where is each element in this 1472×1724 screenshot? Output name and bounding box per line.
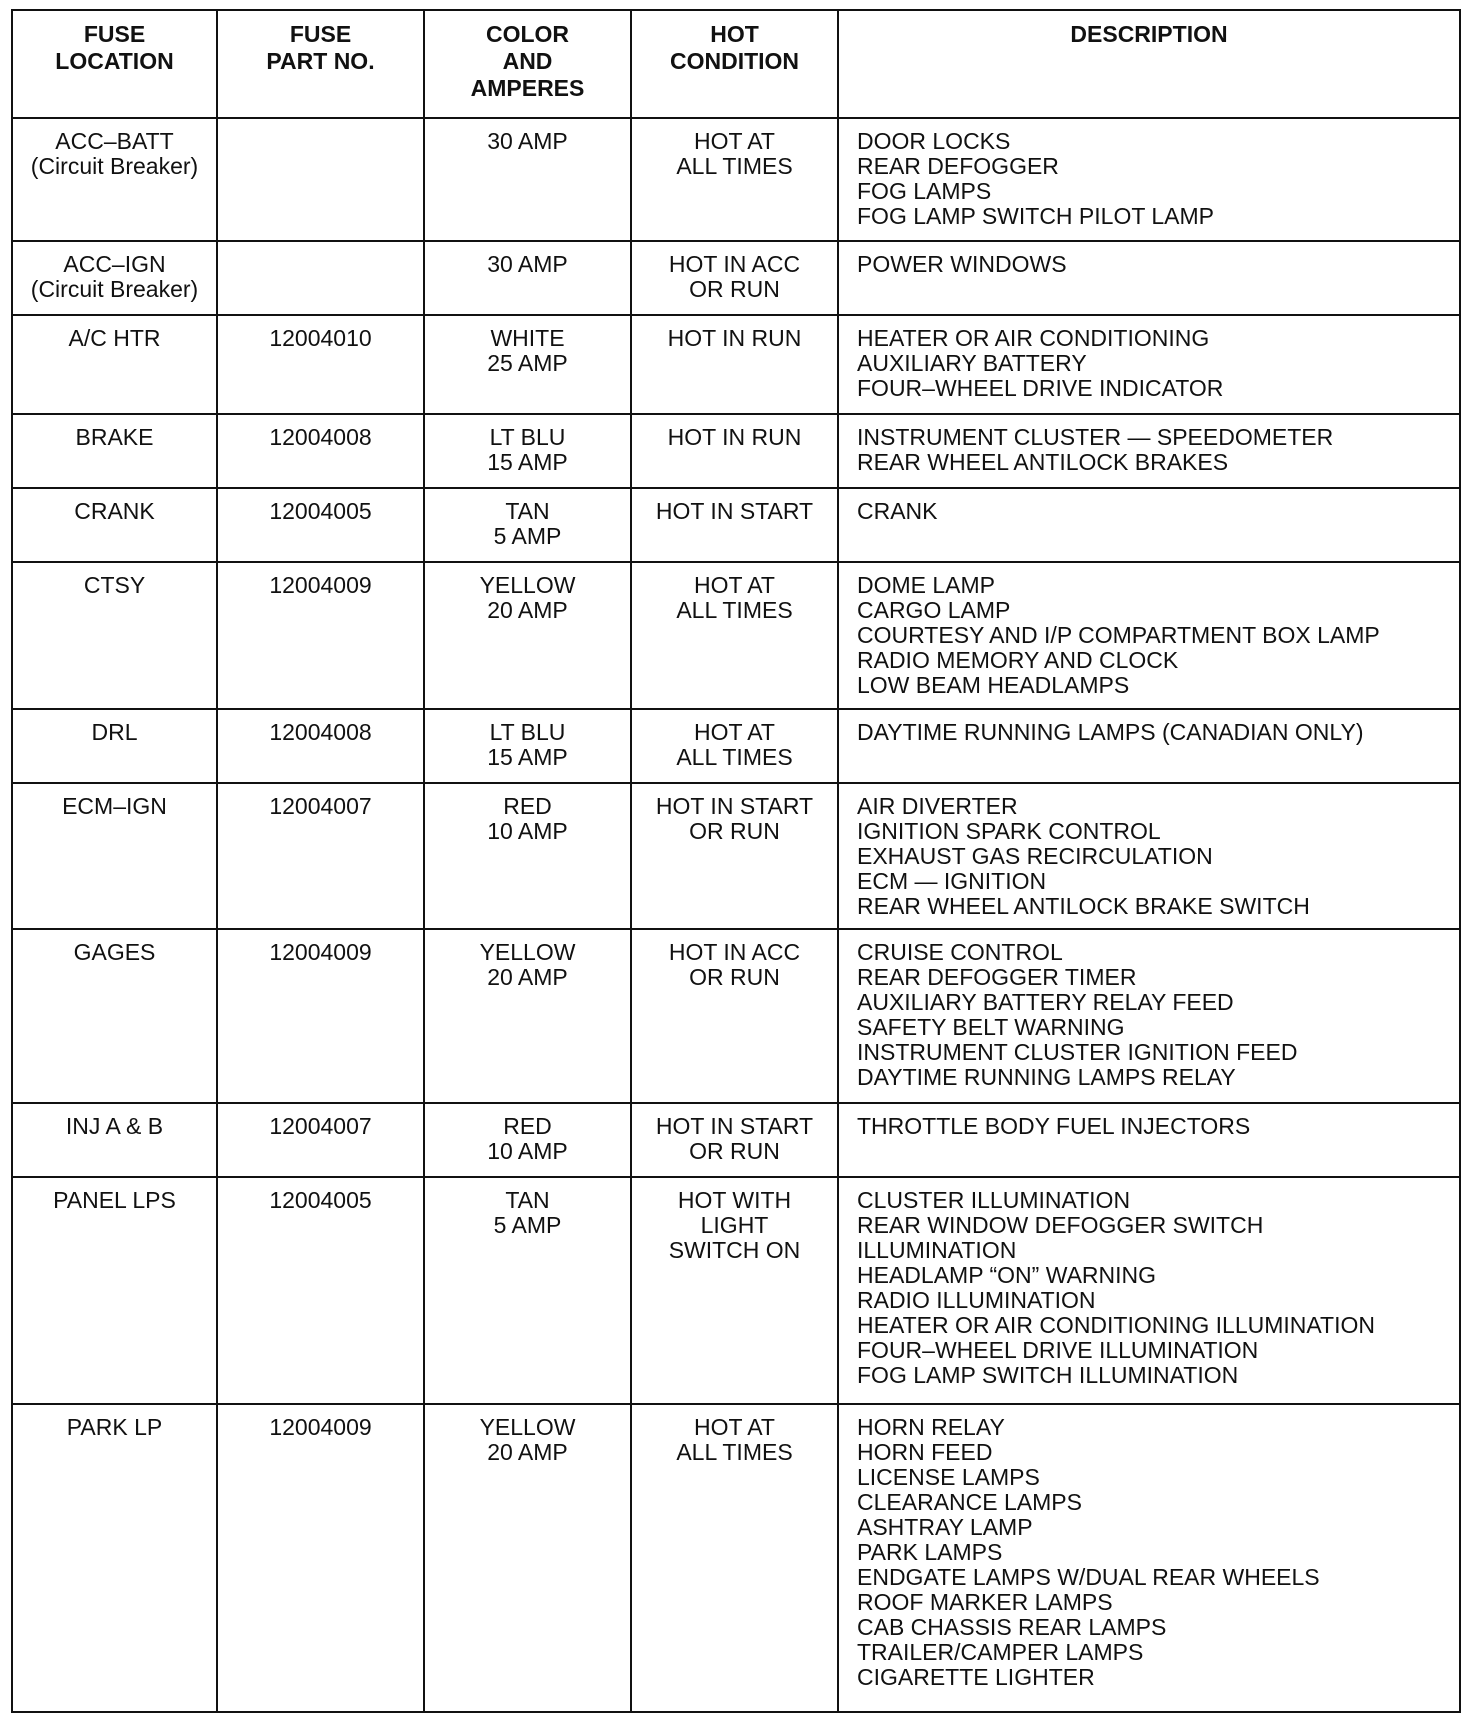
cell-text-line: 30 AMP	[487, 251, 568, 278]
cell-text-line: PANEL LPS	[53, 1186, 176, 1213]
cell-text-line: HOT IN RUN	[667, 325, 802, 352]
cell-text-line: REAR DEFOGGER TIMER	[857, 964, 1137, 991]
cell-text-line: TRAILER/CAMPER LAMPS	[857, 1639, 1144, 1666]
cell-text-line: 30 AMP	[487, 128, 568, 154]
hot-condition-cell	[631, 118, 838, 241]
hot-condition-cell	[631, 929, 838, 1103]
table-row	[12, 1103, 1460, 1177]
cell-text-line: REAR WHEEL ANTILOCK BRAKE SWITCH	[857, 892, 1310, 919]
fuse-location-cell	[12, 1103, 217, 1177]
cell-text-line: ALL TIMES	[676, 153, 793, 179]
hot-condition-cell	[631, 783, 838, 930]
cell-text-line: 25 AMP	[487, 350, 568, 377]
cell-text-line: HOT AT	[694, 1414, 775, 1441]
fuse-location-cell	[12, 315, 217, 414]
cell-text-line: REAR WHEEL ANTILOCK BRAKES	[857, 448, 1229, 475]
color-amperes-cell	[424, 241, 631, 315]
fuse-part-no-cell	[217, 118, 424, 241]
cell-text-line: CARGO LAMP	[857, 596, 1011, 623]
cell-text-line: INJ A & B	[65, 1113, 164, 1140]
cell-text-line: RED	[503, 1113, 552, 1140]
cell-text-line: 12004010	[269, 325, 372, 352]
cell-text-line: 10 AMP	[487, 817, 568, 844]
cell-text-line: HOT IN START	[655, 792, 814, 819]
cell-text-line: DAYTIME RUNNING LAMPS RELAY	[857, 1064, 1236, 1091]
fuse-part-no-cell	[217, 1404, 424, 1712]
header-hot-condition: HOT CONDITION	[631, 10, 838, 118]
cell-text-line: YELLOW	[479, 939, 576, 966]
cell-text-line: DRL	[91, 718, 138, 745]
color-amperes-cell	[424, 118, 631, 241]
description-cell	[838, 1404, 1460, 1712]
cell-text-line: LT BLU	[489, 423, 566, 450]
description-cell	[838, 783, 1460, 930]
color-amperes-cell	[424, 414, 631, 488]
cell-text-line: CLEARANCE LAMPS	[857, 1489, 1082, 1516]
color-amperes-cell	[424, 488, 631, 562]
cell-text-line: ASHTRAY LAMP	[857, 1514, 1033, 1541]
color-amperes-cell	[424, 1404, 631, 1712]
cell-text-line: DOME LAMP	[857, 571, 996, 598]
header-fuse-location: FUSE LOCATION	[12, 10, 217, 118]
table-row	[12, 488, 1460, 562]
cell-text-line: DOOR LOCKS	[857, 128, 1011, 154]
color-amperes-cell	[424, 783, 631, 930]
cell-text-line: HORN FEED	[857, 1439, 993, 1466]
cell-text-line: HEATER OR AIR CONDITIONING	[857, 325, 1210, 352]
cell-text-line: CAB CHASSIS REAR LAMPS	[857, 1614, 1167, 1641]
fuse-location-cell	[12, 488, 217, 562]
description-cell	[838, 1177, 1460, 1404]
cell-text-line: LIGHT	[700, 1211, 769, 1238]
cell-text-line: 15 AMP	[487, 448, 568, 475]
cell-text-line: YELLOW	[479, 571, 576, 598]
cell-text-line: 20 AMP	[487, 964, 568, 991]
cell-text-line: OR RUN	[689, 964, 780, 991]
description-cell	[838, 1103, 1460, 1177]
cell-text-line: 5 AMP	[493, 522, 562, 549]
cell-text-line: REAR DEFOGGER	[857, 153, 1059, 179]
table-row	[12, 1404, 1460, 1712]
cell-text-line: AUXILIARY BATTERY RELAY FEED	[857, 989, 1234, 1016]
cell-text-line: HOT IN RUN	[667, 423, 802, 450]
cell-text-line: REAR WINDOW DEFOGGER SWITCH	[857, 1211, 1264, 1238]
cell-text-line: 12004008	[269, 423, 372, 450]
table-row	[12, 709, 1460, 783]
cell-text-line: HORN RELAY	[857, 1414, 1005, 1441]
cell-text-line: RADIO ILLUMINATION	[857, 1286, 1096, 1313]
cell-text-line: FOG LAMPS	[857, 178, 992, 204]
hot-condition-cell	[631, 414, 838, 488]
cell-text-line: FOG LAMP SWITCH ILLUMINATION	[857, 1361, 1239, 1388]
hot-condition-cell	[631, 488, 838, 562]
cell-text-line: ECM–IGN	[62, 792, 167, 819]
fuse-part-no-cell	[217, 1177, 424, 1404]
fuse-part-no-cell	[217, 783, 424, 930]
cell-text-line: LICENSE LAMPS	[857, 1464, 1040, 1491]
cell-text-line: 12004009	[269, 571, 372, 598]
color-amperes-cell	[424, 562, 631, 709]
cell-text-line: FOUR–WHEEL DRIVE INDICATOR	[857, 375, 1224, 402]
description-cell	[838, 562, 1460, 709]
description-cell	[838, 241, 1460, 315]
cell-text-line: (Circuit Breaker)	[30, 276, 199, 303]
fuse-location-cell	[12, 414, 217, 488]
cell-text-line: EXHAUST GAS RECIRCULATION	[857, 842, 1213, 869]
cell-text-line: OR RUN	[689, 276, 780, 303]
cell-text-line: CRUISE CONTROL	[857, 939, 1063, 966]
cell-text-line: 5 AMP	[493, 1211, 562, 1238]
table-row	[12, 118, 1460, 241]
cell-text-line: AIR DIVERTER	[857, 792, 1018, 819]
cell-text-line: HEATER OR AIR CONDITIONING ILLUMINATION	[857, 1311, 1375, 1338]
cell-text-line: 12004007	[269, 792, 372, 819]
cell-text-line: OR RUN	[689, 1138, 780, 1165]
header-row	[12, 10, 1460, 118]
hot-condition-cell	[631, 1103, 838, 1177]
fuse-location-cell	[12, 1177, 217, 1404]
hot-condition-cell	[631, 709, 838, 783]
color-amperes-cell	[424, 315, 631, 414]
cell-text-line: ACC–IGN	[63, 251, 166, 278]
cell-text-line: BRAKE	[75, 423, 154, 450]
fuse-part-no-cell	[217, 488, 424, 562]
cell-text-line: SWITCH ON	[668, 1236, 801, 1263]
cell-text-line: HOT IN START	[655, 497, 814, 524]
cell-text-line: CIGARETTE LIGHTER	[857, 1664, 1095, 1691]
fuse-location-cell	[12, 562, 217, 709]
cell-text-line: ILLUMINATION	[857, 1236, 1017, 1263]
cell-text-line: OR RUN	[689, 817, 780, 844]
cell-text-line: 20 AMP	[487, 1439, 568, 1466]
cell-text-line: 12004005	[269, 497, 372, 524]
cell-text-line: HEADLAMP “ON” WARNING	[857, 1261, 1157, 1288]
description-cell	[838, 118, 1460, 241]
cell-text-line: INSTRUMENT CLUSTER — SPEEDOMETER	[857, 423, 1334, 450]
fuse-part-no-cell	[217, 929, 424, 1103]
cell-text-line: RED	[503, 792, 552, 819]
cell-text-line: 20 AMP	[487, 596, 568, 623]
fuse-location-cell	[12, 1404, 217, 1712]
cell-text-line: ENDGATE LAMPS W/DUAL REAR WHEELS	[857, 1564, 1320, 1591]
cell-text-line: TAN	[505, 1186, 550, 1213]
fuse-location-cell	[12, 709, 217, 783]
cell-text-line: (Circuit Breaker)	[30, 153, 199, 179]
header-fuse-part-no: FUSE PART NO.	[217, 10, 424, 118]
cell-text-line: INSTRUMENT CLUSTER IGNITION FEED	[857, 1039, 1298, 1066]
color-amperes-cell	[424, 1177, 631, 1404]
description-cell	[838, 315, 1460, 414]
cell-text-line: ECM — IGNITION	[857, 867, 1047, 894]
fuse-location-cell	[12, 118, 217, 241]
cell-text-line: 12004009	[269, 1414, 372, 1441]
cell-text-line: HOT IN ACC	[668, 939, 801, 966]
cell-text-line: HOT AT	[694, 571, 775, 598]
cell-text-line: HOT WITH	[677, 1186, 792, 1213]
description-cell	[838, 488, 1460, 562]
fuse-location-cell	[12, 241, 217, 315]
cell-text-line: DAYTIME RUNNING LAMPS (CANADIAN ONLY)	[857, 718, 1364, 745]
cell-text-line: FOG LAMP SWITCH PILOT LAMP	[857, 203, 1214, 229]
fuse-part-no-cell	[217, 315, 424, 414]
cell-text-line: PARK LAMPS	[857, 1539, 1003, 1566]
cell-text-line: RADIO MEMORY AND CLOCK	[857, 646, 1179, 673]
fuse-part-no-cell	[217, 562, 424, 709]
cell-text-line: LOW BEAM HEADLAMPS	[857, 671, 1130, 698]
cell-text-line: FOUR–WHEEL DRIVE ILLUMINATION	[857, 1336, 1259, 1363]
cell-text-line: 12004007	[269, 1113, 372, 1140]
fuse-location-cell	[12, 929, 217, 1103]
cell-text-line: ALL TIMES	[676, 1439, 793, 1466]
description-cell	[838, 709, 1460, 783]
cell-text-line: CRANK	[857, 497, 938, 524]
cell-text-line: 15 AMP	[487, 743, 568, 770]
cell-text-line: HOT IN START	[655, 1113, 814, 1140]
table-row	[12, 315, 1460, 414]
header-color-amperes: COLOR AND AMPERES	[424, 10, 631, 118]
cell-text-line: GAGES	[73, 939, 156, 966]
table-row	[12, 414, 1460, 488]
fuse-part-no-cell	[217, 1103, 424, 1177]
cell-text-line: IGNITION SPARK CONTROL	[857, 817, 1161, 844]
table-row	[12, 562, 1460, 709]
cell-text-line: SAFETY BELT WARNING	[857, 1014, 1125, 1041]
hot-condition-cell	[631, 1177, 838, 1404]
description-cell	[838, 414, 1460, 488]
cell-text-line: YELLOW	[479, 1414, 576, 1441]
cell-text-line: HOT AT	[694, 128, 775, 154]
cell-text-line: ACC–BATT	[55, 128, 174, 154]
description-cell	[838, 929, 1460, 1103]
cell-text-line: POWER WINDOWS	[857, 251, 1067, 278]
cell-text-line: 12004008	[269, 718, 372, 745]
color-amperes-cell	[424, 1103, 631, 1177]
fuse-location-cell	[12, 783, 217, 930]
cell-text-line: 10 AMP	[487, 1138, 568, 1165]
cell-text-line: PARK LP	[66, 1414, 163, 1441]
table-row	[12, 1177, 1460, 1404]
cell-text-line: HOT AT	[694, 718, 775, 745]
cell-text-line: AUXILIARY BATTERY	[857, 350, 1087, 377]
cell-text-line: LT BLU	[489, 718, 566, 745]
cell-text-line: ALL TIMES	[676, 743, 793, 770]
table-row	[12, 241, 1460, 315]
hot-condition-cell	[631, 315, 838, 414]
header-description: DESCRIPTION	[838, 10, 1460, 118]
table-row	[12, 929, 1460, 1103]
cell-text-line: THROTTLE BODY FUEL INJECTORS	[857, 1113, 1251, 1140]
hot-condition-cell	[631, 1404, 838, 1712]
fuse-part-no-cell	[217, 241, 424, 315]
cell-text-line: CTSY	[83, 571, 146, 598]
fuse-chart-sheet	[11, 9, 1459, 1713]
color-amperes-cell	[424, 709, 631, 783]
cell-text-line: 12004005	[269, 1186, 372, 1213]
hot-condition-cell	[631, 562, 838, 709]
fuse-table	[11, 9, 1461, 1713]
cell-text-line: CLUSTER ILLUMINATION	[857, 1186, 1131, 1213]
cell-text-line: A/C HTR	[68, 325, 161, 352]
hot-condition-cell	[631, 241, 838, 315]
fuse-table-body	[12, 118, 1460, 1712]
fuse-part-no-cell	[217, 709, 424, 783]
cell-text-line: CRANK	[74, 497, 155, 524]
cell-text-line: ALL TIMES	[676, 596, 793, 623]
cell-text-line: HOT IN ACC	[668, 251, 801, 278]
table-row	[12, 783, 1460, 930]
fuse-part-no-cell	[217, 414, 424, 488]
cell-text-line: ROOF MARKER LAMPS	[857, 1589, 1113, 1616]
cell-text-line: COURTESY AND I/P COMPARTMENT BOX LAMP	[857, 621, 1380, 648]
cell-text-line: TAN	[505, 497, 550, 524]
cell-text-line: WHITE	[490, 325, 565, 352]
cell-text-line: 12004009	[269, 939, 372, 966]
color-amperes-cell	[424, 929, 631, 1103]
